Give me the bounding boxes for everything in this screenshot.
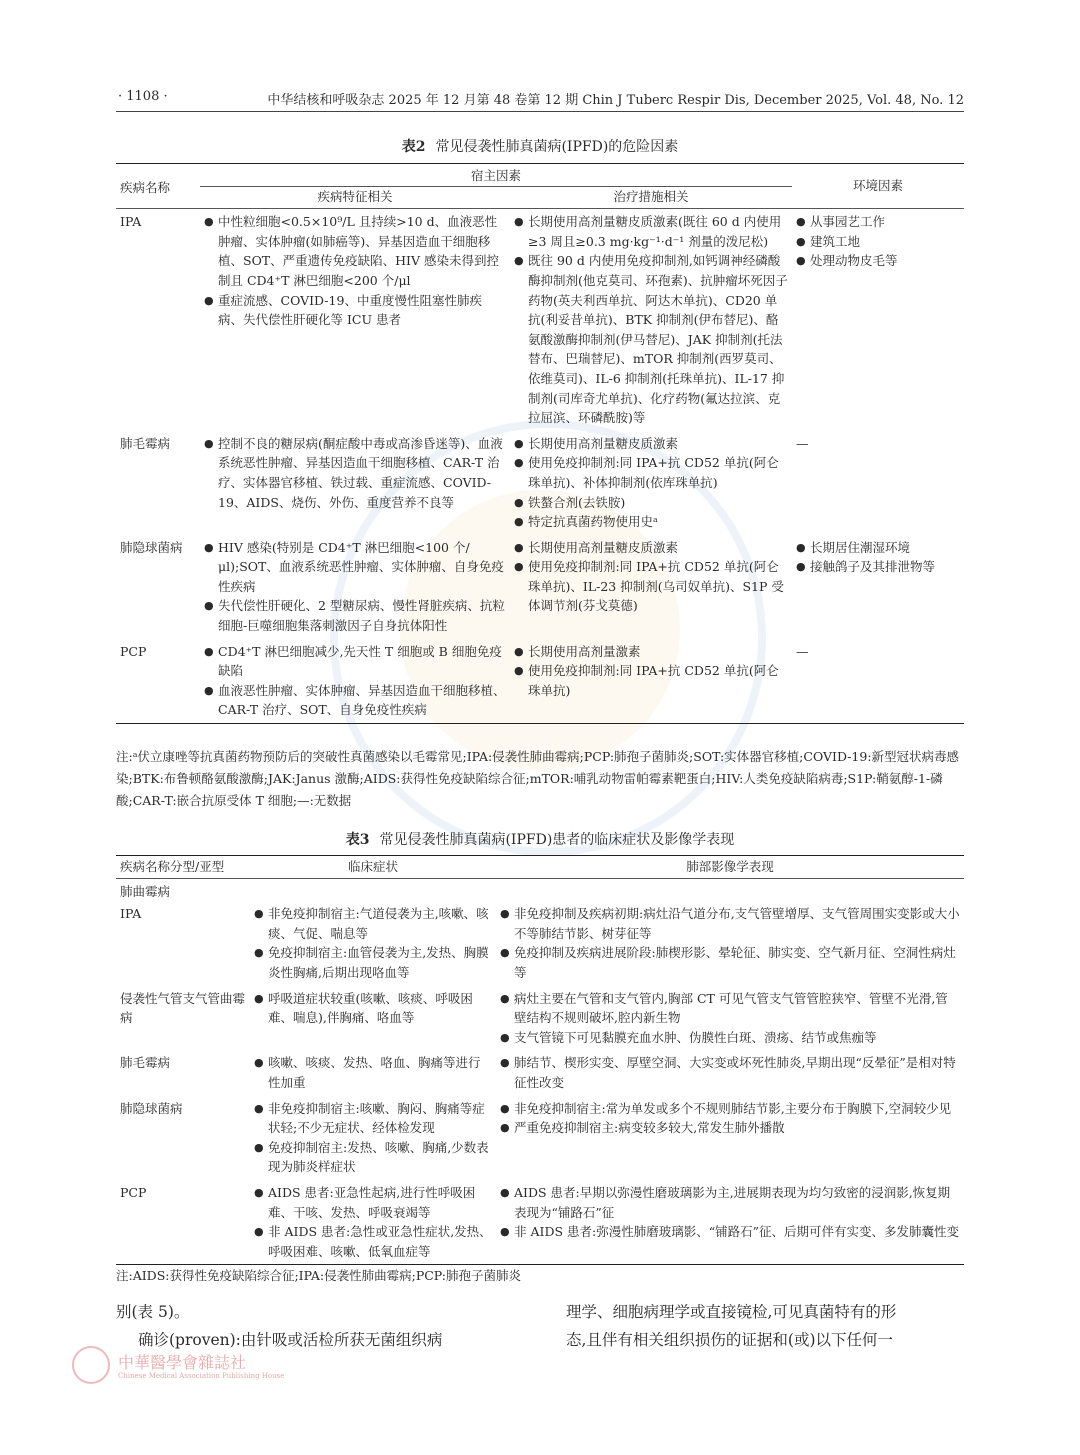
bullet-item: ● 免疫抑制宿主:发热、咳嗽、胸痛,少数表现为肺炎样症状	[254, 1138, 492, 1177]
t2-env-factors: —	[796, 643, 809, 659]
t3-header-clinical: 临床症状	[347, 859, 398, 874]
bullet-item: ● 支气管镜下可见黏膜充血水肿、伪膜性白斑、溃疡、结节或焦痂等	[500, 1028, 960, 1048]
bullet-item: ● 非免疫抑制宿主:常为单发或多个不规则肺结节影,主要分布于胸膜下,空洞较少见	[500, 1099, 960, 1119]
disease-factor-list	[204, 434, 506, 512]
t2-header-host: 宿主因素	[200, 164, 792, 187]
bullet-item: ● 既往 90 d 内使用免疫抑制剂,如钙调神经磷酸酶抑制剂(他克莫司、环孢素)、抗肿瘤坏死因子药物(英夫利西单抗、阿达木单抗)、CD20 单抗(利妥昔单抗)、BTK 抑制剂(伊布替尼)、酪氨酸激酶抑制剂(伊马替尼)、JAK 抑制剂(托法替布、巴瑞替尼)、mTOR 抑制剂(西罗莫司、依维莫司)、IL-6 抑制剂(托珠单抗)、IL-17 抑制剂(司库奇尤单抗)、化疗药物(氟达拉滨、克拉屈滨、环磷酰胺)等	[514, 251, 788, 427]
t3-imaging	[496, 901, 964, 985]
header-rule	[116, 111, 964, 112]
treatment-factor-list	[514, 538, 788, 616]
table3-number: 表3	[345, 832, 370, 848]
t3-disease-name: IPA	[120, 906, 142, 922]
bullet-item: ● 呼吸道症状较重(咳嗽、咳痰、呼吸困难、喘息),伴胸痛、咯血等	[254, 989, 492, 1028]
bullet-item: ● 病灶主要在气管和支气管内,胸部 CT 可见气管支气管管腔狭窄、管壁不光滑,管壁结构不规则破坏,腔内新生物	[500, 989, 960, 1028]
bullet-item: ● 特定抗真菌药物使用史ᵃ	[514, 512, 788, 532]
imaging-list	[500, 1099, 960, 1138]
t3-disease-name: PCP	[120, 1184, 147, 1200]
bullet-item: ● 肺结节、楔形实变、厚壁空洞、大实变或坏死性肺炎,早期出现“反晕征”是相对特征性改变	[500, 1053, 960, 1092]
t2-disease-factors	[200, 639, 510, 724]
imaging-list	[500, 904, 960, 982]
t3-disease-name: 肺隐球菌病	[120, 1100, 183, 1116]
t3-clinical	[250, 1050, 496, 1095]
bullet-item: ● 免疫抑制及疾病进展阶段:肺楔形影、晕轮征、肺实变、空气新月征、空洞性病灶等	[500, 943, 960, 982]
t3-imaging	[496, 1180, 964, 1265]
bullet-item: ● AIDS 患者:早期以弥漫性磨玻璃影为主,进展期表现为均匀致密的浸润影,恢复期表现为“铺路石”征	[500, 1183, 960, 1222]
clinical-list	[254, 1183, 492, 1261]
table-row	[116, 209, 964, 431]
clinical-list	[254, 1053, 492, 1092]
t2-disease-factors	[200, 535, 510, 639]
table-row	[116, 986, 964, 1051]
bullet-item: ● 非免疫抑制及疾病初期:病灶沿气道分布,支气管壁增厚、支气管周围实变影或大小不等肺结节影、树芽征等	[500, 904, 960, 943]
t2-treatment-factors	[510, 431, 792, 535]
table2-note: 注:ᵃ伏立康唑等抗真菌药物预防后的突破性真菌感染以毛霉常见;IPA:侵袭性肺曲霉病;PCP:肺孢子菌肺炎;SOT:实体器官移植;COVID-19:新型冠状病毒感染;BTK:布鲁顿酪氨酸激酶;JAK:Janus 激酶;AIDS:获得性免疫缺陷综合征;mTOR:哺乳动物雷帕霉素靶蛋白;HIV:人类免疫缺陷病毒;S1P:鞘氨醇-1-磷酸;CAR-T:嵌合抗原受体 T 细胞;—:无数据	[116, 749, 960, 808]
table-row	[116, 639, 964, 724]
bullet-item: ● 免疫抑制宿主:血管侵袭为主,发热、胸膜炎性胸痛,后期出现咯血等	[254, 943, 492, 982]
t2-disease-factors	[200, 209, 510, 431]
table3-note: 注:AIDS:获得性免疫缺陷综合征;IPA:侵袭性肺曲霉病;PCP:肺孢子菌肺炎	[116, 1268, 521, 1283]
table2-caption	[116, 136, 964, 156]
bullet-item: ● 非 AIDS 患者:急性或亚急性症状,发热、呼吸困难、咳嗽、低氧血症等	[254, 1222, 492, 1261]
t2-env-factors	[792, 535, 964, 639]
table-row	[116, 1050, 964, 1095]
table-row	[116, 901, 964, 985]
bullet-item: ● 长期使用高剂量糖皮质激素	[514, 434, 788, 454]
bullet-item: ● 失代偿性肝硬化、2 型糖尿病、慢性肾脏疾病、抗粒细胞-巨噬细胞集落刺激因子自身抗体阳性	[204, 596, 506, 635]
imaging-list	[500, 989, 960, 1048]
publisher-logo-text: 中華醫學會雜誌社	[118, 1353, 247, 1372]
t2-disease-factors	[200, 431, 510, 535]
bullet-item: ● 铁螯合剂(去铁胺)	[514, 493, 788, 513]
t3-imaging	[496, 986, 964, 1051]
t2-disease-name: PCP	[120, 643, 147, 659]
t2-header-disease: 疾病名称	[120, 179, 171, 195]
disease-factor-list	[204, 212, 506, 330]
bullet-item: ● 使用免疫抑制剂:同 IPA+抗 CD52 单抗(阿仑珠单抗)	[514, 661, 788, 700]
env-factor-list	[796, 538, 960, 577]
t2-treatment-factors	[510, 535, 792, 639]
disease-factor-list	[204, 642, 506, 720]
bullet-item: ● 使用免疫抑制剂:同 IPA+抗 CD52 单抗(阿仑珠单抗)、补体抑制剂(依库珠单抗)	[514, 453, 788, 492]
t3-disease-name: 肺毛霉病	[120, 1055, 171, 1071]
t2-treatment-factors	[510, 639, 792, 724]
bullet-item: ● CD4⁺T 淋巴细胞减少,先天性 T 细胞或 B 细胞免疫缺陷	[204, 642, 506, 681]
treatment-factor-list	[514, 642, 788, 701]
table-row	[116, 1180, 964, 1265]
publisher-logo-subtext: Chinese Medical Association Publishing House	[118, 1372, 285, 1380]
imaging-list	[500, 1053, 960, 1092]
t3-header-disease: 疾病名称分型/亚型	[120, 859, 225, 874]
table-row	[116, 535, 964, 639]
t3-disease-name: 侵袭性气管支气管曲霉病	[120, 990, 246, 1026]
body-left-line2: 确诊(proven):由针吸或活检所获无菌组织病	[138, 1331, 443, 1349]
table-row	[116, 431, 964, 535]
bullet-item: ● 中性粒细胞<0.5×10⁹/L 且持续>10 d、血液恶性肿瘤、实体肿瘤(如肺癌等)、异基因造血干细胞移植、SOT、严重遗传免疫缺陷、HIV 感染未得到控制且 CD4⁺T 淋巴细胞<200 个/μl	[204, 212, 506, 290]
bullet-item: ● 使用免疫抑制剂:同 IPA+抗 CD52 单抗(阿仑珠单抗)、IL-23 抑制剂(乌司奴单抗)、S1P 受体调节剂(芬戈莫德)	[514, 557, 788, 616]
table2-number: 表2	[401, 139, 426, 155]
table3	[116, 855, 964, 1265]
clinical-list	[254, 989, 492, 1028]
t3-clinical	[250, 986, 496, 1051]
treatment-factor-list	[514, 434, 788, 532]
clinical-list	[254, 1099, 492, 1177]
t2-header-host-disease: 疾病特征相关	[317, 188, 393, 204]
bullet-item: ● 长期使用高剂量糖皮质激素	[514, 538, 788, 558]
t2-env-factors	[792, 209, 964, 431]
t3-header-imaging: 肺部影像学表现	[686, 859, 774, 874]
bullet-item: ● 接触鸽子及其排泄物等	[796, 557, 960, 577]
bullet-item: ● 严重免疫抑制宿主:病变较多较大,常发生肺外播散	[500, 1118, 960, 1138]
env-factor-list	[796, 212, 960, 271]
bullet-item: ● HIV 感染(特别是 CD4⁺T 淋巴细胞<100 个/μl);SOT、血液系统恶性肿瘤、实体肿瘤、自身免疫性疾病	[204, 538, 506, 597]
disease-factor-list	[204, 538, 506, 636]
bullet-item: ● 从事园艺工作	[796, 212, 960, 232]
t3-clinical	[250, 1096, 496, 1180]
t3-imaging	[496, 1096, 964, 1180]
t3-imaging	[496, 1050, 964, 1095]
table-group-row	[116, 878, 964, 901]
publisher-logo-icon	[72, 1346, 110, 1384]
body-right-line1: 理学、细胞病理学或直接镜检,可见真菌特有的形	[566, 1303, 897, 1321]
bullet-item: ● 咳嗽、咳痰、发热、咯血、胸痛等进行性加重	[254, 1053, 492, 1092]
t2-treatment-factors	[510, 209, 792, 431]
body-right-line2: 态,且伴有相关组织损伤的证据和(或)以下任何一	[566, 1331, 894, 1349]
t2-disease-name: 肺毛霉病	[120, 435, 171, 451]
t2-disease-name: IPA	[120, 214, 142, 230]
t2-header-host-treatment: 治疗措施相关	[613, 188, 689, 204]
t2-env-factors: —	[796, 435, 809, 451]
table2	[116, 163, 964, 724]
bullet-item: ● 非 AIDS 患者:弥漫性肺磨玻璃影、“铺路石”征、后期可伴有实变、多发肺囊性变	[500, 1222, 960, 1242]
bullet-item: ● 长期居住潮湿环境	[796, 538, 960, 558]
table-row	[116, 1096, 964, 1180]
bullet-item: ● 非免疫抑制宿主:气道侵袭为主,咳嗽、咳痰、气促、喘息等	[254, 904, 492, 943]
clinical-list	[254, 904, 492, 982]
t3-clinical	[250, 1180, 496, 1265]
imaging-list	[500, 1183, 960, 1242]
running-header: 中华结核和呼吸杂志 2025 年 12 月第 48 卷第 12 期 Chin J Tuberc Respir Dis, December 2025, Vol. 48, No. 12	[267, 93, 964, 108]
t2-header-env: 环境因素	[853, 178, 904, 194]
t2-disease-name: 肺隐球菌病	[120, 539, 183, 555]
table3-title: 常见侵袭性肺真菌病(IPFD)患者的临床症状及影像学表现	[379, 832, 735, 848]
bullet-item: ● AIDS 患者:亚急性起病,进行性呼吸困难、干咳、发热、呼吸衰竭等	[254, 1183, 492, 1222]
bullet-item: ● 非免疫抑制宿主:咳嗽、胸闷、胸痛等症状轻;不少无症状、经体检发现	[254, 1099, 492, 1138]
table3-caption	[116, 829, 964, 849]
bullet-item: ● 控制不良的糖尿病(酮症酸中毒或高渗昏迷等)、血液系统恶性肿瘤、异基因造血干细胞移植、CAR-T 治疗、实体器官移植、铁过载、重症流感、COVID-19、AIDS、烧伤、外伤、重度营养不良等	[204, 434, 506, 512]
bullet-item: ● 建筑工地	[796, 232, 960, 252]
bullet-item: ● 长期使用高剂量激素	[514, 642, 788, 662]
bullet-item: ● 血液恶性肿瘤、实体肿瘤、异基因造血干细胞移植、CAR-T 治疗、SOT、自身免疫性疾病	[204, 681, 506, 720]
table2-title: 常见侵袭性肺真菌病(IPFD)的危险因素	[435, 139, 679, 155]
bullet-item: ● 长期使用高剂量糖皮质激素(既往 60 d 内使用≥3 周且≥0.3 mg·kg⁻¹·d⁻¹ 剂量的泼尼松)	[514, 212, 788, 251]
bullet-item: ● 重症流感、COVID-19、中重度慢性阻塞性肺疾病、失代偿性肝硬化等 ICU 患者	[204, 291, 506, 330]
bullet-item: ● 处理动物皮毛等	[796, 251, 960, 271]
t3-group-label: 肺曲霉病	[120, 883, 171, 899]
treatment-factor-list	[514, 212, 788, 428]
page-number: · 1108 ·	[118, 89, 168, 104]
t3-clinical	[250, 901, 496, 985]
body-left-line1: 别(表 5)。	[116, 1303, 190, 1321]
